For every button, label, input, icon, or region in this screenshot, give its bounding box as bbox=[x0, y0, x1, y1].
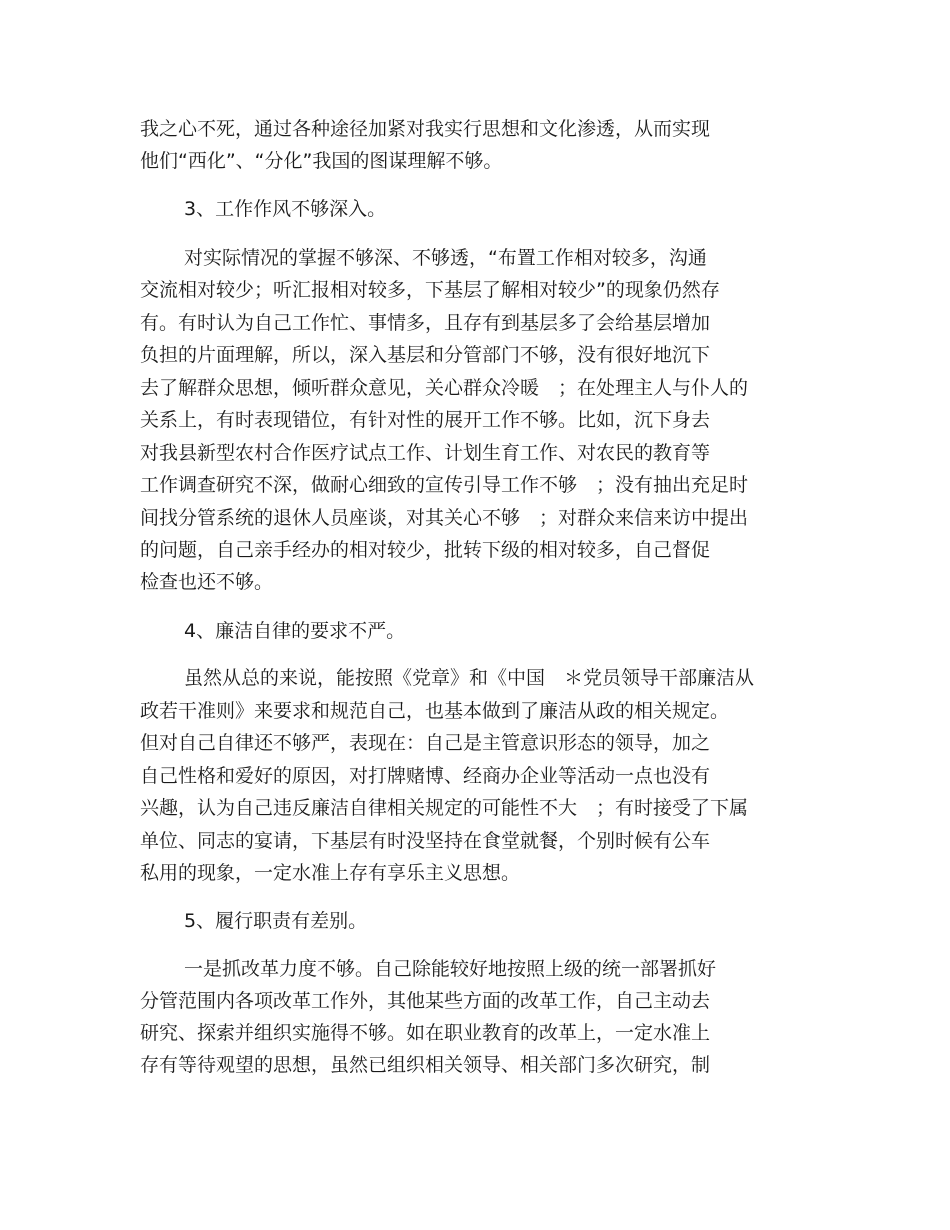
text-line: 私用的现象，一定水准上存有享乐主义思想。 bbox=[140, 862, 521, 884]
section-heading: 4、廉洁自律的要求不严。 bbox=[184, 620, 406, 642]
text-line: 去了解群众思想，倾听群众意见，关心群众冷暖 ；在处理主人与仆人的 bbox=[140, 377, 749, 399]
section-heading: 5、履行职责有差别。 bbox=[184, 910, 368, 932]
text-line: 的问题，自己亲手经办的相对较少，批转下级的相对较多，自己督促 bbox=[140, 539, 711, 561]
text-line: 有。有时认为自己工作忙、事情多，且存有到基层多了会给基层增加 bbox=[140, 312, 711, 334]
text-line: 但对自己自律还不够严，表现在：自己是主管意识形态的领导，加之 bbox=[140, 732, 711, 754]
text-line: 兴趣，认为自己违反廉洁自律相关规定的可能性不大 ；有时接受了下属 bbox=[140, 797, 749, 819]
section-heading: 3、工作作风不够深入。 bbox=[184, 198, 387, 220]
text-line: 单位、同志的宴请，下基层有时没坚持在食堂就餐，个别时候有公车 bbox=[140, 830, 711, 852]
text-line: 分管范围内各项改革工作外，其他某些方面的改革工作，自己主动去 bbox=[140, 990, 711, 1012]
paragraph-first-line: 虽然从总的来说，能按照《党章》和《中国 ＊党员领导干部廉洁从 bbox=[184, 667, 755, 689]
text-line: 间找分管系统的退休人员座谈，对其关心不够 ；对群众来信来访中提出 bbox=[140, 507, 749, 529]
text-line: 关系上，有时表现错位，有针对性的展开工作不够。比如，沉下身去 bbox=[140, 409, 711, 431]
text-line: 政若干准则》来要求和规范自己，也基本做到了廉洁从政的相关规定。 bbox=[140, 700, 730, 722]
text-line: 存有等待观望的思想，虽然已组织相关领导、相关部门多次研究，制 bbox=[140, 1054, 711, 1076]
text-line: 交流相对较少；听汇报相对较多，下基层了解相对较少”的现象仍然存 bbox=[140, 279, 720, 301]
paragraph-first-line: 对实际情况的掌握不够深、不够透，“布置工作相对较多，沟通 bbox=[184, 247, 707, 269]
text-line: 自己性格和爱好的原因，对打牌赌博、经商办企业等活动一点也没有 bbox=[140, 765, 711, 787]
text-line: 负担的片面理解，所以，深入基层和分管部门不够，没有很好地沉下 bbox=[140, 344, 711, 366]
paragraph-first-line: 一是抓改革力度不够。自己除能较好地按照上级的统一部署抓好 bbox=[184, 958, 717, 980]
text-line: 他们“西化”、“分化”我国的图谋理解不够。 bbox=[140, 150, 503, 172]
text-line: 对我县新型农村合作医疗试点工作、计划生育工作、对农民的教育等 bbox=[140, 442, 711, 464]
text-line: 研究、探索并组织实施得不够。如在职业教育的改革上，一定水准上 bbox=[140, 1022, 711, 1044]
text-line: 检查也还不够。 bbox=[140, 571, 274, 593]
text-line: 我之心不死，通过各种途径加紧对我实行思想和文化渗透，从而实现 bbox=[140, 118, 711, 140]
text-line: 工作调查研究不深，做耐心细致的宣传引导工作不够 ；没有抽出充足时 bbox=[140, 474, 749, 496]
